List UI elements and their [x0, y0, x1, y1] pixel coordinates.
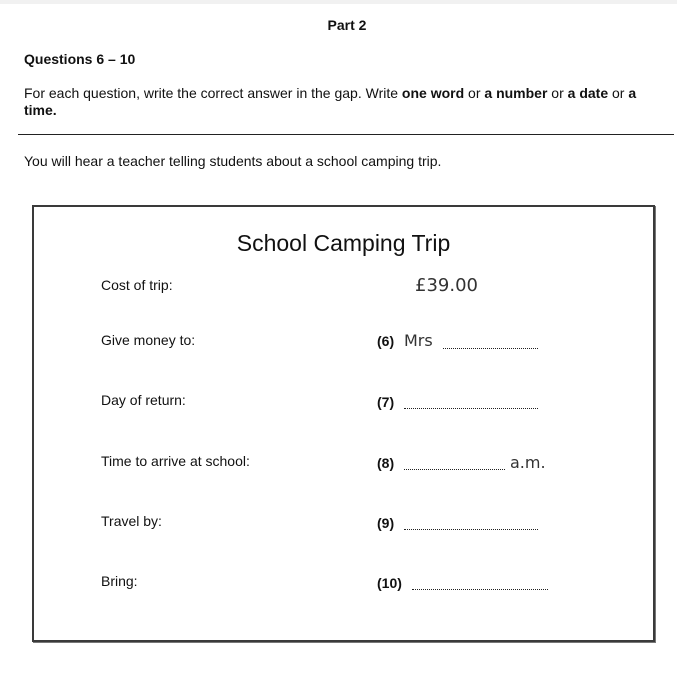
answer-gap-9[interactable] [404, 529, 538, 530]
question-6-number: (6) [377, 333, 395, 349]
mrs-prefix: Mrs [404, 331, 433, 350]
answer-gap-8[interactable] [404, 469, 505, 470]
answer-gap-6[interactable] [443, 348, 538, 349]
instruction-bold-time: a time. [24, 85, 637, 118]
context-text: You will hear a teacher telling students about a school camping trip. [24, 153, 442, 169]
day-of-return-label: Day of return: [101, 392, 186, 408]
instruction-text: or [464, 85, 485, 101]
instruction-text: For each question, write the correct answer in the gap. Write [24, 85, 402, 101]
travel-by-label: Travel by: [101, 513, 162, 529]
question-9-number: (9) [377, 515, 395, 531]
give-money-label: Give money to: [101, 332, 196, 348]
instruction-bold-number: a number [484, 85, 548, 101]
form-box [32, 205, 655, 642]
part-title: Part 2 [327, 17, 367, 33]
time-to-arrive-label: Time to arrive at school: [101, 453, 250, 469]
bring-label: Bring: [101, 573, 138, 589]
instruction-bold-one-word: one word [401, 85, 465, 101]
question-8-number: (8) [377, 455, 395, 471]
questions-heading: Questions 6 – 10 [24, 51, 136, 67]
divider [18, 134, 674, 135]
cost-answer: £39.00 [415, 275, 478, 296]
answer-gap-7[interactable] [404, 408, 538, 409]
answer-gap-10[interactable] [412, 589, 548, 590]
top-toolbar-strip [0, 0, 677, 4]
instruction-text: or [608, 85, 629, 101]
form-title: School Camping Trip [236, 230, 451, 256]
instruction-text: or [547, 85, 568, 101]
cost-label: Cost of trip: [101, 277, 173, 293]
question-7-number: (7) [377, 394, 395, 410]
instruction-bold-date: a date [567, 85, 609, 101]
instructions [24, 85, 649, 119]
question-10-number: (10) [377, 575, 402, 591]
am-suffix: a.m. [510, 453, 546, 472]
